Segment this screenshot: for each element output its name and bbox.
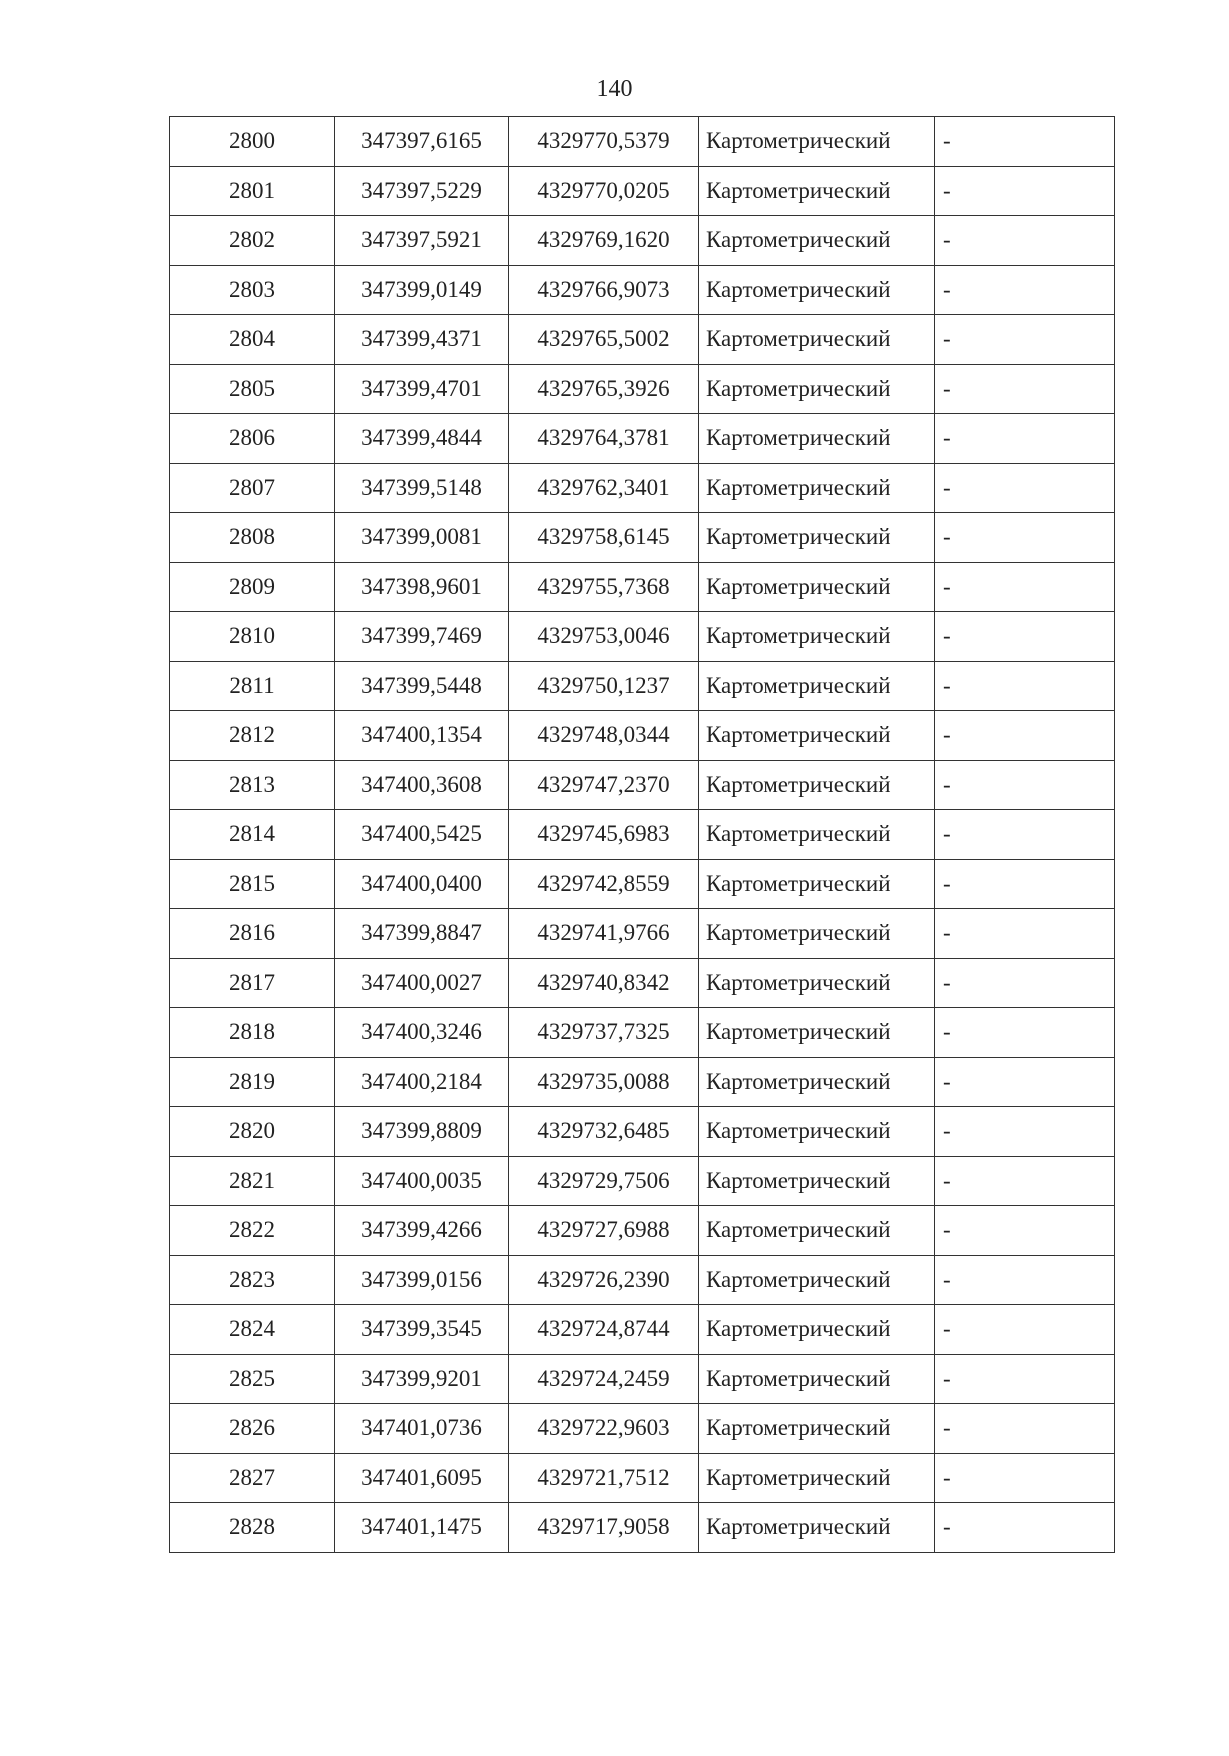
method-cell: Картометрический [699,760,935,810]
method-cell: Картометрический [699,1404,935,1454]
x-coordinate-cell: 347399,0081 [335,513,509,563]
y-coordinate-cell: 4329721,7512 [509,1453,699,1503]
point-number-cell: 2825 [170,1354,335,1404]
note-cell: - [935,859,1115,909]
table-row [170,1503,1115,1553]
table-row [170,1354,1115,1404]
point-number-cell: 2814 [170,810,335,860]
x-coordinate-cell: 347400,0035 [335,1156,509,1206]
x-coordinate-cell: 347399,4266 [335,1206,509,1256]
table-row [170,463,1115,513]
x-coordinate-cell: 347397,6165 [335,117,509,167]
point-number-cell: 2806 [170,414,335,464]
method-cell: Картометрический [699,612,935,662]
table-row [170,612,1115,662]
table-row [170,1404,1115,1454]
y-coordinate-cell: 4329724,8744 [509,1305,699,1355]
x-coordinate-cell: 347400,3246 [335,1008,509,1058]
note-cell: - [935,1255,1115,1305]
method-cell: Картометрический [699,909,935,959]
method-cell: Картометрический [699,1057,935,1107]
table-row [170,661,1115,711]
note-cell: - [935,711,1115,761]
table-row [170,1156,1115,1206]
point-number-cell: 2809 [170,562,335,612]
point-number-cell: 2823 [170,1255,335,1305]
note-cell: - [935,958,1115,1008]
note-cell: - [935,562,1115,612]
page-number: 140 [596,76,633,102]
note-cell: - [935,1057,1115,1107]
x-coordinate-cell: 347399,8809 [335,1107,509,1157]
x-coordinate-cell: 347399,3545 [335,1305,509,1355]
method-cell: Картометрический [699,810,935,860]
y-coordinate-cell: 4329758,6145 [509,513,699,563]
table-row [170,562,1115,612]
method-cell: Картометрический [699,1453,935,1503]
table-row [170,364,1115,414]
x-coordinate-cell: 347399,8847 [335,909,509,959]
table-row [170,216,1115,266]
y-coordinate-cell: 4329766,9073 [509,265,699,315]
table-row [170,1107,1115,1157]
y-coordinate-cell: 4329765,5002 [509,315,699,365]
y-coordinate-cell: 4329764,3781 [509,414,699,464]
method-cell: Картометрический [699,216,935,266]
y-coordinate-cell: 4329769,1620 [509,216,699,266]
table-row [170,414,1115,464]
method-cell: Картометрический [699,1354,935,1404]
table-row [170,265,1115,315]
point-number-cell: 2811 [170,661,335,711]
method-cell: Картометрический [699,364,935,414]
y-coordinate-cell: 4329747,2370 [509,760,699,810]
note-cell: - [935,909,1115,959]
method-cell: Картометрический [699,265,935,315]
x-coordinate-cell: 347399,4844 [335,414,509,464]
point-number-cell: 2817 [170,958,335,1008]
x-coordinate-cell: 347400,2184 [335,1057,509,1107]
x-coordinate-cell: 347399,0156 [335,1255,509,1305]
note-cell: - [935,612,1115,662]
note-cell: - [935,661,1115,711]
point-number-cell: 2812 [170,711,335,761]
y-coordinate-cell: 4329765,3926 [509,364,699,414]
x-coordinate-cell: 347399,7469 [335,612,509,662]
method-cell: Картометрический [699,414,935,464]
point-number-cell: 2828 [170,1503,335,1553]
x-coordinate-cell: 347399,9201 [335,1354,509,1404]
table-row [170,711,1115,761]
note-cell: - [935,1008,1115,1058]
note-cell: - [935,166,1115,216]
point-number-cell: 2820 [170,1107,335,1157]
point-number-cell: 2826 [170,1404,335,1454]
y-coordinate-cell: 4329741,9766 [509,909,699,959]
method-cell: Картометрический [699,166,935,216]
x-coordinate-cell: 347399,4371 [335,315,509,365]
method-cell: Картометрический [699,661,935,711]
x-coordinate-cell: 347400,0027 [335,958,509,1008]
method-cell: Картометрический [699,958,935,1008]
note-cell: - [935,1156,1115,1206]
table-row [170,315,1115,365]
point-number-cell: 2800 [170,117,335,167]
point-number-cell: 2808 [170,513,335,563]
note-cell: - [935,463,1115,513]
x-coordinate-cell: 347401,1475 [335,1503,509,1553]
note-cell: - [935,1453,1115,1503]
note-cell: - [935,1206,1115,1256]
point-number-cell: 2801 [170,166,335,216]
method-cell: Картометрический [699,1503,935,1553]
table-row [170,1206,1115,1256]
method-cell: Картометрический [699,315,935,365]
y-coordinate-cell: 4329729,7506 [509,1156,699,1206]
table-row [170,1453,1115,1503]
table-row [170,909,1115,959]
table-row [170,1305,1115,1355]
x-coordinate-cell: 347400,3608 [335,760,509,810]
x-coordinate-cell: 347400,0400 [335,859,509,909]
x-coordinate-cell: 347400,1354 [335,711,509,761]
table-row [170,117,1115,167]
table-row [170,859,1115,909]
table-row [170,1255,1115,1305]
y-coordinate-cell: 4329753,0046 [509,612,699,662]
coordinates-table [169,116,1115,1553]
note-cell: - [935,216,1115,266]
y-coordinate-cell: 4329726,2390 [509,1255,699,1305]
y-coordinate-cell: 4329748,0344 [509,711,699,761]
y-coordinate-cell: 4329717,9058 [509,1503,699,1553]
point-number-cell: 2818 [170,1008,335,1058]
method-cell: Картометрический [699,1107,935,1157]
note-cell: - [935,315,1115,365]
x-coordinate-cell: 347397,5921 [335,216,509,266]
table-row [170,810,1115,860]
point-number-cell: 2803 [170,265,335,315]
x-coordinate-cell: 347399,5448 [335,661,509,711]
x-coordinate-cell: 347401,0736 [335,1404,509,1454]
note-cell: - [935,1503,1115,1553]
method-cell: Картометрический [699,117,935,167]
note-cell: - [935,414,1115,464]
note-cell: - [935,513,1115,563]
method-cell: Картометрический [699,1156,935,1206]
note-cell: - [935,1107,1115,1157]
y-coordinate-cell: 4329770,0205 [509,166,699,216]
table-row [170,760,1115,810]
y-coordinate-cell: 4329742,8559 [509,859,699,909]
x-coordinate-cell: 347397,5229 [335,166,509,216]
method-cell: Картометрический [699,859,935,909]
y-coordinate-cell: 4329740,8342 [509,958,699,1008]
y-coordinate-cell: 4329737,7325 [509,1008,699,1058]
method-cell: Картометрический [699,513,935,563]
y-coordinate-cell: 4329732,6485 [509,1107,699,1157]
x-coordinate-cell: 347401,6095 [335,1453,509,1503]
note-cell: - [935,810,1115,860]
point-number-cell: 2827 [170,1453,335,1503]
point-number-cell: 2805 [170,364,335,414]
note-cell: - [935,117,1115,167]
note-cell: - [935,760,1115,810]
method-cell: Картометрический [699,1008,935,1058]
method-cell: Картометрический [699,463,935,513]
point-number-cell: 2807 [170,463,335,513]
table-row [170,1057,1115,1107]
x-coordinate-cell: 347400,5425 [335,810,509,860]
method-cell: Картометрический [699,1305,935,1355]
point-number-cell: 2810 [170,612,335,662]
note-cell: - [935,1404,1115,1454]
note-cell: - [935,364,1115,414]
point-number-cell: 2815 [170,859,335,909]
method-cell: Картометрический [699,711,935,761]
point-number-cell: 2816 [170,909,335,959]
y-coordinate-cell: 4329762,3401 [509,463,699,513]
y-coordinate-cell: 4329735,0088 [509,1057,699,1107]
point-number-cell: 2819 [170,1057,335,1107]
x-coordinate-cell: 347398,9601 [335,562,509,612]
table-row [170,958,1115,1008]
table-body [170,117,1115,1553]
point-number-cell: 2824 [170,1305,335,1355]
table-row [170,513,1115,563]
point-number-cell: 2821 [170,1156,335,1206]
method-cell: Картометрический [699,1255,935,1305]
x-coordinate-cell: 347399,4701 [335,364,509,414]
note-cell: - [935,1354,1115,1404]
method-cell: Картометрический [699,1206,935,1256]
note-cell: - [935,1305,1115,1355]
table-row [170,1008,1115,1058]
note-cell: - [935,265,1115,315]
y-coordinate-cell: 4329755,7368 [509,562,699,612]
y-coordinate-cell: 4329722,9603 [509,1404,699,1454]
y-coordinate-cell: 4329727,6988 [509,1206,699,1256]
y-coordinate-cell: 4329750,1237 [509,661,699,711]
y-coordinate-cell: 4329770,5379 [509,117,699,167]
y-coordinate-cell: 4329745,6983 [509,810,699,860]
y-coordinate-cell: 4329724,2459 [509,1354,699,1404]
method-cell: Картометрический [699,562,935,612]
x-coordinate-cell: 347399,5148 [335,463,509,513]
x-coordinate-cell: 347399,0149 [335,265,509,315]
table-row [170,166,1115,216]
point-number-cell: 2804 [170,315,335,365]
point-number-cell: 2822 [170,1206,335,1256]
point-number-cell: 2813 [170,760,335,810]
point-number-cell: 2802 [170,216,335,266]
